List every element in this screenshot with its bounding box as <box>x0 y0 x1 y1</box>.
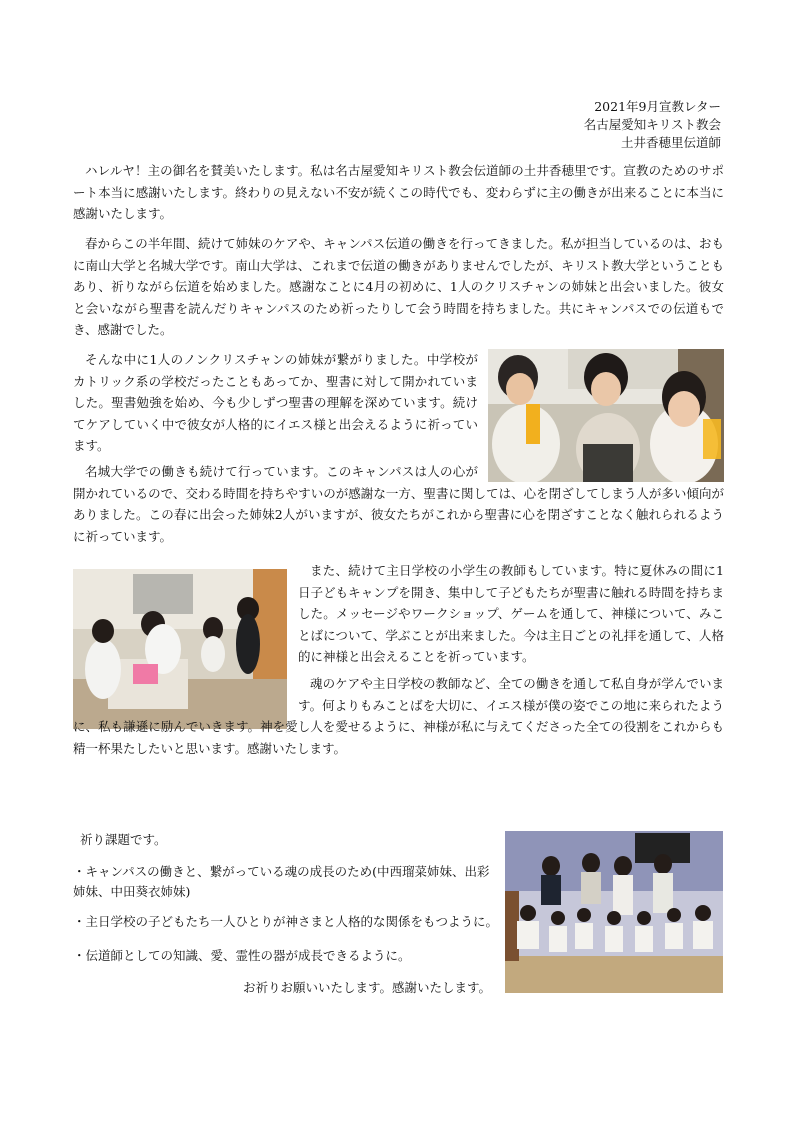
paragraph-greeting: ハレルヤ！主の御名を賛美いたします。私は名古屋愛知キリスト教会伝道師の土井香穂里です。宣教のためのサポート本当に感謝いたします。終わりの見えない不安が続くこの時代でも、変わらずに主の働きが出来ることに本当に感謝いたします。 <box>73 163 724 221</box>
paragraph-meijo-body: 名城大学での働きも続けて行っています。このキャンパスは人の心が開かれているので、交わる時間を持ちやすいのが感謝な一方、聖書に関しては、心を閉ざしてしまう人が多い傾向がありました。この春に出会った姉妹2人がいますが、彼女たちがこれから聖書に心を閉ざすことなく触れられるように祈っています。 <box>73 464 724 544</box>
prayer-intro: 祈り課題です。 <box>80 832 167 847</box>
float-spacer <box>478 461 724 482</box>
prayer-closing: お祈りお願いいたします。感謝いたします。 <box>243 980 492 995</box>
paragraph-closing-text: 魂のケアや主日学校の教師など、全ての働きを通して私自身が学んでいます。何よりもみことばを大切に、イエス様が僕の姿でこの地に来られたように、私も謙遜に励んでいきます。神を愛し人を愛せるように、神様が私に与えてくださった全ての役割をこれからも精一杯果たしたいと思います。感謝いたします。 <box>73 676 724 756</box>
prayer-item-3: ・伝道師としての知識、愛、霊性の器が成長できるように。 <box>73 948 411 963</box>
letter-header <box>584 98 721 152</box>
church-name: 名古屋愛知キリスト教会 <box>583 117 721 132</box>
paragraph-sunday-school: また、続けて主日学校の小学生の教師もしています。特に夏休みの間に1日子どもキャンプを開き、集中して子どもたちが聖書に触れる時間を持ちました。メッセージやワークショップ、ゲームを通して、神様について、みことばについて、学ぶことが出来ました。今は主日ごとの礼拝を通して、人格的に神様と出会えることを祈っています。 <box>298 563 724 664</box>
paragraph-meijo-text <box>73 461 724 547</box>
float-spacer <box>73 673 298 716</box>
paragraph-closing <box>73 673 724 759</box>
photo-group-children <box>505 831 723 993</box>
paragraph-non-christian-sister: そんな中に1人のノンクリスチャンの姉妹が繋がりました。中学校がカトリック系の学校だったこともあってか、聖書に対して開かれていました。聖書勉強を始め、今も少しずつ聖書の理解を深めています。続けてケアしていく中で彼女が人格的にイエス様と出会えるように祈っています。 <box>73 352 478 453</box>
paragraph-campus-ministry: 春からこの半年間、続けて姉妹のケアや、キャンパス伝道の働きを行ってきました。私が担当しているのは、おもに南山大学と名城大学です。南山大学は、これまで伝道の働きがありませんでしたが、キリスト教大学ということもあり、祈りながら伝道を始めました。感謝なことに4月の初めに、1人のクリスチャンの姉妹と出会いました。彼女と会いながら聖書を読んだりキャンパスのため祈ったりして会う時間を持ちました。共にキャンパスでの伝道もでき、感謝でした。 <box>73 236 724 337</box>
prayer-item-1: ・キャンパスの働きと、繋がっている魂の成長のため(中西瑠菜姉妹、出彩姉妹、中田葵衣姉妹) <box>73 864 490 899</box>
letter-date-title: 2021年9月宣教レター <box>594 99 721 114</box>
prayer-item-2: ・主日学校の子どもたち一人ひとりが神さまと人格的な関係をもつように。 <box>73 914 499 929</box>
author-name: 土井香穂里伝道師 <box>620 135 721 150</box>
